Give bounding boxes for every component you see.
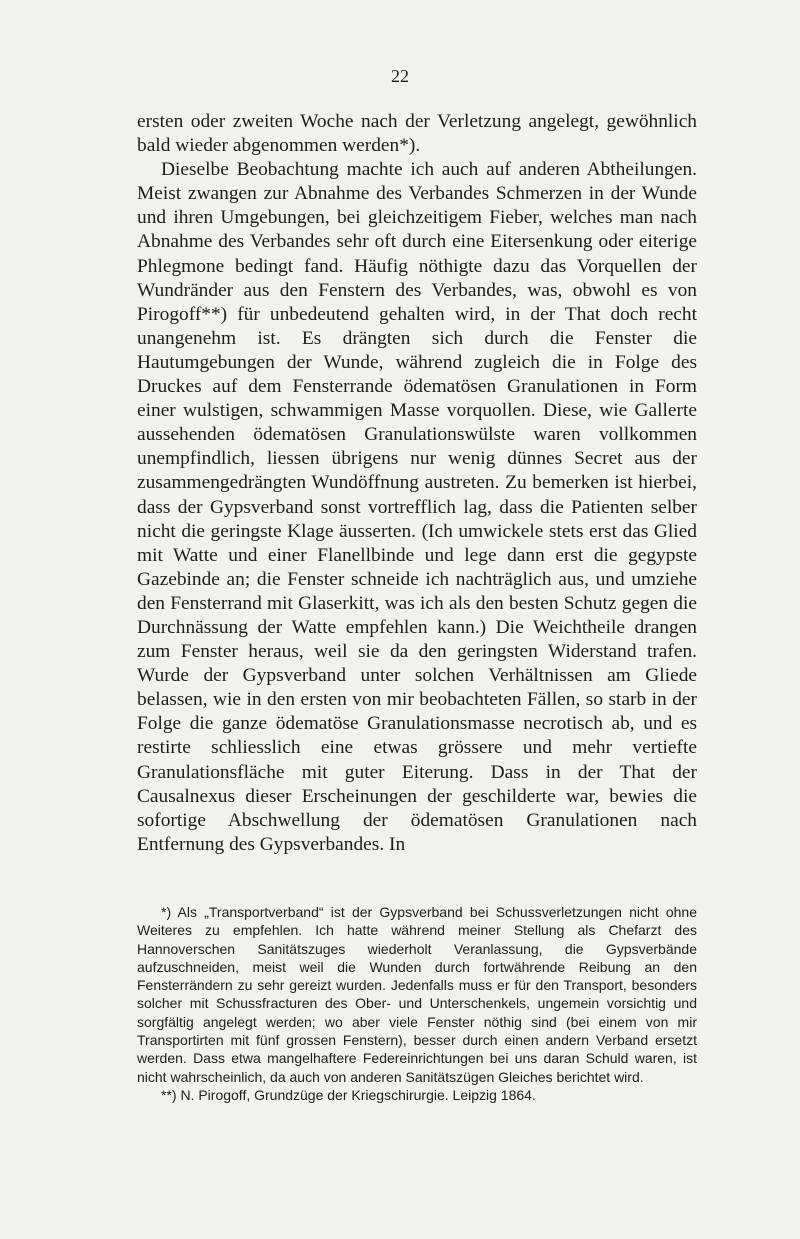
footnote: *) Als „Transportverband“ ist der Gypsverband bei Schussverletzungen nicht ohne Weiteres zu empfehlen. Ich hatte während meiner Stellung als Chefarzt des Hannoverschen Sanitätszuges wiederholt Veranlassung, die Gypsverbände aufzuschneiden, meist weil die Wunden durch fortwährende Reibung an den Fensterrändern zu sehr gereizt wurden. Jedenfalls muss er für den Transport, besonders solcher mit Schussfracturen des Ober- und Unterschenkels, ungemein vorsichtig und sorgfältig angelegt werden; wo aber viele Fenster nöthig sind (bei einem von mir Transportirten mit fünf grossen Fenstern), besser durch einen andern Verband ersetzt werden. Dass etwa mangelhaftere Federeinrichtungen bei uns daran Schuld waren, ist nicht wahrscheinlich, da auch von anderen Sanitätszügen Gleiches berichtet wird. bbox=[137, 904, 697, 1085]
body-text bbox=[137, 110, 697, 857]
footnotes bbox=[137, 903, 697, 1104]
body-paragraph: Dieselbe Beobachtung machte ich auch auf anderen Abtheilungen. Meist zwangen zur Abnahme des Verbandes Schmerzen in der Wunde und ihren Umgebungen, bei gleichzeitigem Fieber, welches man nach Abnahme des Verbandes sehr oft durch eine Eitersenkung oder eiterige Phlegmone bedingt fand. Häufig nöthigte dazu das Vorquellen der Wundränder aus den Fenstern des Verbandes, was, obwohl es von Pirogoff**) für unbedeutend gehalten wird, in der That doch recht unangenehm ist. Es drängten sich durch die Fenster die Hautumgebungen der Wunde, während zugleich die in Folge des Druckes auf dem Fensterrande ödematösen Granulationen in Form einer wulstigen, schwammigen Masse vorquollen. Diese, wie Gallerte aussehenden ödematösen Granulationswülste waren vollkommen unempfindlich, liessen übrigens nur wenig dünnes Secret aus der zusammengedrängten Wundöffnung austreten. Zu bemerken ist hierbei, dass der Gypsverband sonst vortrefflich lag, dass die Patienten selber nicht die geringste Klage äusserten. (Ich umwickele stets erst das Glied mit Watte und einer Flanellbinde und lege dann erst die gegypste Gazebinde an; die Fenster schneide ich nachträglich aus, und umziehe den Fensterrand mit Glaserkitt, was ich als den besten Schutz gegen die Durchnässung der Watte empfehlen kann.) Die Weichtheile drangen zum Fenster heraus, weil sie da den geringsten Widerstand trafen. Wurde der Gypsverband unter solchen Verhältnissen am Gliede belassen, wie in den ersten von mir beobachteten Fällen, so starb in der Folge die ganze ödematöse Granulationsmasse necrotisch ab, und es restirte schliesslich eine etwas grössere und mehr vertiefte Granulationsfläche mit guter Eiterung. Dass in der That der Causalnexus dieser Erscheinungen der geschilderte war, bewies die sofortige Abschwellung der ödematösen Granulationen nach Entfernung des Gypsverbandes. In bbox=[137, 159, 697, 855]
page-number: 22 bbox=[391, 66, 409, 86]
body-paragraph: ersten oder zweiten Woche nach der Verletzung angelegt, gewöhnlich bald wieder abgenommen werden*). bbox=[137, 111, 697, 157]
footnote: **) N. Pirogoff, Grundzüge der Kriegschirurgie. Leipzig 1864. bbox=[161, 1086, 536, 1103]
